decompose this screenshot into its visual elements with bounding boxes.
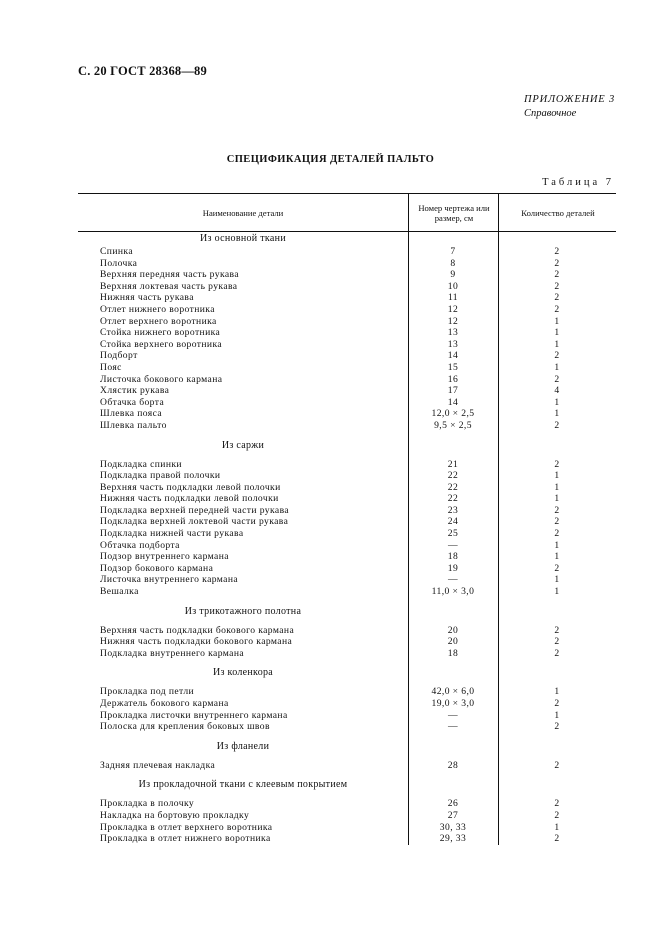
table-row bbox=[78, 563, 616, 575]
part-quantity: 1 bbox=[554, 586, 560, 598]
part-name: Накладка на бортовую прокладку bbox=[100, 809, 250, 821]
drawing-number: 8 bbox=[450, 257, 456, 269]
table-label: Таблица 7 bbox=[542, 177, 614, 188]
part-name: Обтачка подборта bbox=[100, 539, 180, 551]
part-quantity: 1 bbox=[554, 327, 560, 339]
part-quantity: 1 bbox=[554, 821, 560, 833]
drawing-number: — bbox=[448, 709, 458, 721]
drawing-number: 17 bbox=[447, 385, 459, 397]
part-name: Прокладка под петли bbox=[100, 686, 195, 698]
part-name: Подзор внутреннего кармана bbox=[100, 551, 229, 563]
section-title: Из коленкора bbox=[212, 667, 274, 679]
part-quantity: 2 bbox=[554, 636, 560, 648]
table-row bbox=[78, 574, 616, 586]
part-name: Шлевка пояса bbox=[100, 408, 163, 420]
part-quantity: 1 bbox=[554, 481, 560, 493]
table-row bbox=[78, 528, 616, 540]
drawing-number: 23 bbox=[447, 504, 459, 516]
table-row bbox=[78, 710, 616, 722]
part-quantity: 2 bbox=[554, 292, 560, 304]
part-quantity: 2 bbox=[554, 269, 560, 281]
table-row bbox=[78, 648, 616, 660]
part-quantity: 2 bbox=[554, 419, 560, 431]
section-title: Из фланели bbox=[216, 740, 270, 752]
table-row bbox=[78, 316, 616, 328]
table-row bbox=[78, 822, 616, 834]
section-title: Из прокладочной ткани с клеевым покрытием bbox=[138, 779, 348, 791]
appendix-block bbox=[524, 93, 615, 121]
part-quantity: 1 bbox=[554, 396, 560, 408]
drawing-number: 28 bbox=[447, 759, 459, 771]
table-row bbox=[78, 586, 616, 598]
part-name: Верхняя часть подкладки левой полочки bbox=[100, 481, 281, 493]
table-row bbox=[78, 686, 616, 698]
drawing-number: 19,0 × 3,0 bbox=[431, 698, 475, 709]
part-quantity: 2 bbox=[554, 504, 560, 516]
document-title: СПЕЦИФИКАЦИЯ ДЕТАЛЕЙ ПАЛЬТО bbox=[226, 154, 435, 165]
part-name: Прокладка листочки внутреннего кармана bbox=[100, 709, 288, 721]
part-quantity: 2 bbox=[554, 798, 560, 810]
part-quantity: 2 bbox=[554, 528, 560, 540]
part-name: Стойка нижнего воротника bbox=[100, 327, 221, 339]
part-name: Держатель бокового кармана bbox=[100, 698, 229, 709]
drawing-number: 19 bbox=[447, 562, 459, 574]
part-quantity: 2 bbox=[554, 647, 560, 659]
part-quantity: 2 bbox=[554, 516, 560, 528]
table-row bbox=[78, 698, 616, 710]
drawing-number: 25 bbox=[447, 528, 459, 540]
table-row bbox=[78, 470, 616, 482]
part-quantity: 1 bbox=[554, 539, 560, 551]
part-name: Прокладка в отлет нижнего воротника bbox=[100, 833, 271, 845]
part-name: Листочка внутреннего кармана bbox=[100, 574, 239, 586]
table-row bbox=[78, 246, 616, 258]
part-name: Полочка bbox=[100, 257, 138, 269]
part-name: Пояс bbox=[100, 361, 122, 373]
drawing-number: 26 bbox=[447, 798, 459, 810]
part-quantity: 2 bbox=[554, 721, 560, 733]
part-name: Обтачка борта bbox=[100, 396, 165, 408]
table-row bbox=[78, 292, 616, 304]
table-row bbox=[78, 281, 616, 293]
part-name: Верхняя часть подкладки бокового кармана bbox=[100, 624, 295, 636]
drawing-number: 15 bbox=[447, 361, 459, 373]
table-row bbox=[78, 258, 616, 270]
drawing-number: 20 bbox=[447, 624, 459, 636]
part-name: Подкладка нижней части рукава bbox=[100, 528, 244, 540]
part-name: Подзор бокового кармана bbox=[100, 562, 214, 574]
part-name: Подкладка спинки bbox=[100, 458, 182, 470]
table-row bbox=[78, 493, 616, 505]
table-row bbox=[78, 327, 616, 339]
part-name: Подкладка внутреннего кармана bbox=[100, 647, 245, 659]
part-name: Шлевка пальто bbox=[100, 419, 167, 431]
part-name: Подборт bbox=[100, 350, 138, 362]
drawing-number: 11,0 × 3,0 bbox=[431, 586, 475, 598]
part-name: Нижняя часть подкладки левой полочки bbox=[100, 493, 279, 505]
table-row bbox=[78, 516, 616, 528]
table-row bbox=[78, 798, 616, 810]
drawing-number: 10 bbox=[447, 280, 459, 292]
part-quantity: 1 bbox=[554, 470, 560, 482]
drawing-number: 27 bbox=[447, 809, 459, 821]
part-quantity: 1 bbox=[554, 408, 560, 420]
table-row bbox=[78, 362, 616, 374]
table-row bbox=[78, 385, 616, 397]
part-name: Спинка bbox=[100, 246, 133, 257]
drawing-number: 7 bbox=[450, 246, 456, 257]
drawing-number: 12 bbox=[447, 315, 459, 327]
table-row bbox=[78, 636, 616, 648]
table-header bbox=[78, 193, 616, 232]
page-header: С. 20 ГОСТ 28368—89 bbox=[78, 64, 207, 78]
part-quantity: 4 bbox=[554, 385, 560, 397]
drawing-number: 16 bbox=[447, 373, 459, 385]
drawing-number: 11 bbox=[447, 292, 459, 304]
table-row bbox=[78, 540, 616, 552]
column-divider bbox=[498, 232, 499, 845]
part-name: Полоска для крепления боковых швов bbox=[100, 721, 270, 733]
part-quantity: 2 bbox=[554, 458, 560, 470]
part-quantity: 2 bbox=[554, 698, 560, 709]
section-title: Из саржи bbox=[221, 439, 265, 451]
part-name: Хлястик рукава bbox=[100, 385, 170, 397]
drawing-number: 14 bbox=[447, 350, 459, 362]
table-row bbox=[78, 482, 616, 494]
drawing-number: 12,0 × 2,5 bbox=[431, 408, 475, 420]
table-row bbox=[78, 810, 616, 822]
part-quantity: 2 bbox=[554, 280, 560, 292]
table-row bbox=[78, 420, 616, 432]
part-name: Стойка верхнего воротника bbox=[100, 338, 223, 350]
part-quantity: 2 bbox=[554, 809, 560, 821]
appendix-label: ПРИЛОЖЕНИЕ 3 bbox=[524, 94, 615, 105]
drawing-number: — bbox=[448, 539, 458, 551]
drawing-number: 14 bbox=[447, 396, 459, 408]
table-row bbox=[78, 339, 616, 351]
part-quantity: 2 bbox=[554, 759, 560, 771]
part-quantity: 1 bbox=[554, 493, 560, 505]
part-quantity: 2 bbox=[554, 257, 560, 269]
drawing-number: 21 bbox=[447, 458, 459, 470]
table-row bbox=[78, 459, 616, 471]
drawing-number: 18 bbox=[447, 551, 459, 563]
table-body bbox=[78, 232, 616, 845]
drawing-number: 12 bbox=[447, 303, 459, 315]
part-quantity: 1 bbox=[554, 574, 560, 586]
part-name: Верхняя локтевая часть рукава bbox=[100, 280, 238, 292]
part-name: Листочка бокового кармана bbox=[100, 373, 223, 385]
column-header-quantity: Количество деталей bbox=[498, 194, 617, 231]
table-row bbox=[78, 625, 616, 637]
drawing-number: — bbox=[448, 574, 458, 586]
drawing-number: 13 bbox=[447, 338, 459, 350]
part-name: Подкладка верхней передней части рукава bbox=[100, 504, 290, 516]
appendix-note: Справочное bbox=[524, 108, 577, 119]
drawing-number: 30, 33 bbox=[439, 821, 467, 833]
table-row bbox=[78, 350, 616, 362]
part-quantity: 2 bbox=[554, 303, 560, 315]
table-row bbox=[78, 833, 616, 845]
part-quantity: 1 bbox=[554, 709, 560, 721]
table-row bbox=[78, 269, 616, 281]
part-quantity: 1 bbox=[554, 686, 560, 698]
part-quantity: 1 bbox=[554, 551, 560, 563]
part-name: Нижняя часть подкладки бокового кармана bbox=[100, 636, 293, 648]
drawing-number: 9 bbox=[450, 269, 456, 281]
part-quantity: 2 bbox=[554, 373, 560, 385]
part-quantity: 2 bbox=[554, 562, 560, 574]
part-quantity: 2 bbox=[554, 624, 560, 636]
drawing-number: 13 bbox=[447, 327, 459, 339]
part-name: Прокладка в отлет верхнего воротника bbox=[100, 821, 273, 833]
section-title: Из трикотажного полотна bbox=[184, 605, 302, 617]
section-title: Из основной ткани bbox=[200, 233, 286, 244]
table-row bbox=[78, 304, 616, 316]
part-quantity: 1 bbox=[554, 338, 560, 350]
drawing-number: 18 bbox=[447, 647, 459, 659]
part-name: Прокладка в полочку bbox=[100, 798, 195, 810]
column-header-number: Номер чертежа или размер, см bbox=[408, 194, 499, 231]
part-quantity: 2 bbox=[554, 833, 560, 845]
table-row bbox=[78, 760, 616, 772]
part-quantity: 1 bbox=[554, 315, 560, 327]
column-divider bbox=[408, 232, 409, 845]
part-name: Верхняя передняя часть рукава bbox=[100, 269, 239, 281]
part-name: Вешалка bbox=[100, 586, 139, 598]
drawing-number: 29, 33 bbox=[439, 833, 467, 845]
table-row bbox=[78, 408, 616, 420]
drawing-number: 20 bbox=[447, 636, 459, 648]
table-row bbox=[78, 397, 616, 409]
drawing-number: — bbox=[448, 721, 458, 733]
part-quantity: 2 bbox=[554, 350, 560, 362]
table-row bbox=[78, 551, 616, 563]
part-name: Задняя плечевая накладка bbox=[100, 759, 216, 771]
drawing-number: 9,5 × 2,5 bbox=[434, 419, 472, 431]
table-row bbox=[78, 374, 616, 386]
part-name: Отлет нижнего воротника bbox=[100, 303, 215, 315]
part-name: Нижняя часть рукава bbox=[100, 292, 194, 304]
drawing-number: 24 bbox=[447, 516, 459, 528]
drawing-number: 42,0 × 6,0 bbox=[431, 686, 475, 698]
part-quantity: 2 bbox=[554, 246, 560, 257]
part-quantity: 1 bbox=[554, 361, 560, 373]
table-row bbox=[78, 505, 616, 517]
part-name: Подкладка верхней локтевой части рукава bbox=[100, 516, 289, 528]
drawing-number: 22 bbox=[447, 481, 459, 493]
part-name: Подкладка правой полочки bbox=[100, 470, 221, 482]
column-header-name: Наименование детали bbox=[202, 207, 284, 218]
table-row bbox=[78, 721, 616, 733]
part-name: Отлет верхнего воротника bbox=[100, 315, 217, 327]
drawing-number: 22 bbox=[447, 470, 459, 482]
drawing-number: 22 bbox=[447, 493, 459, 505]
spec-table bbox=[78, 193, 616, 845]
